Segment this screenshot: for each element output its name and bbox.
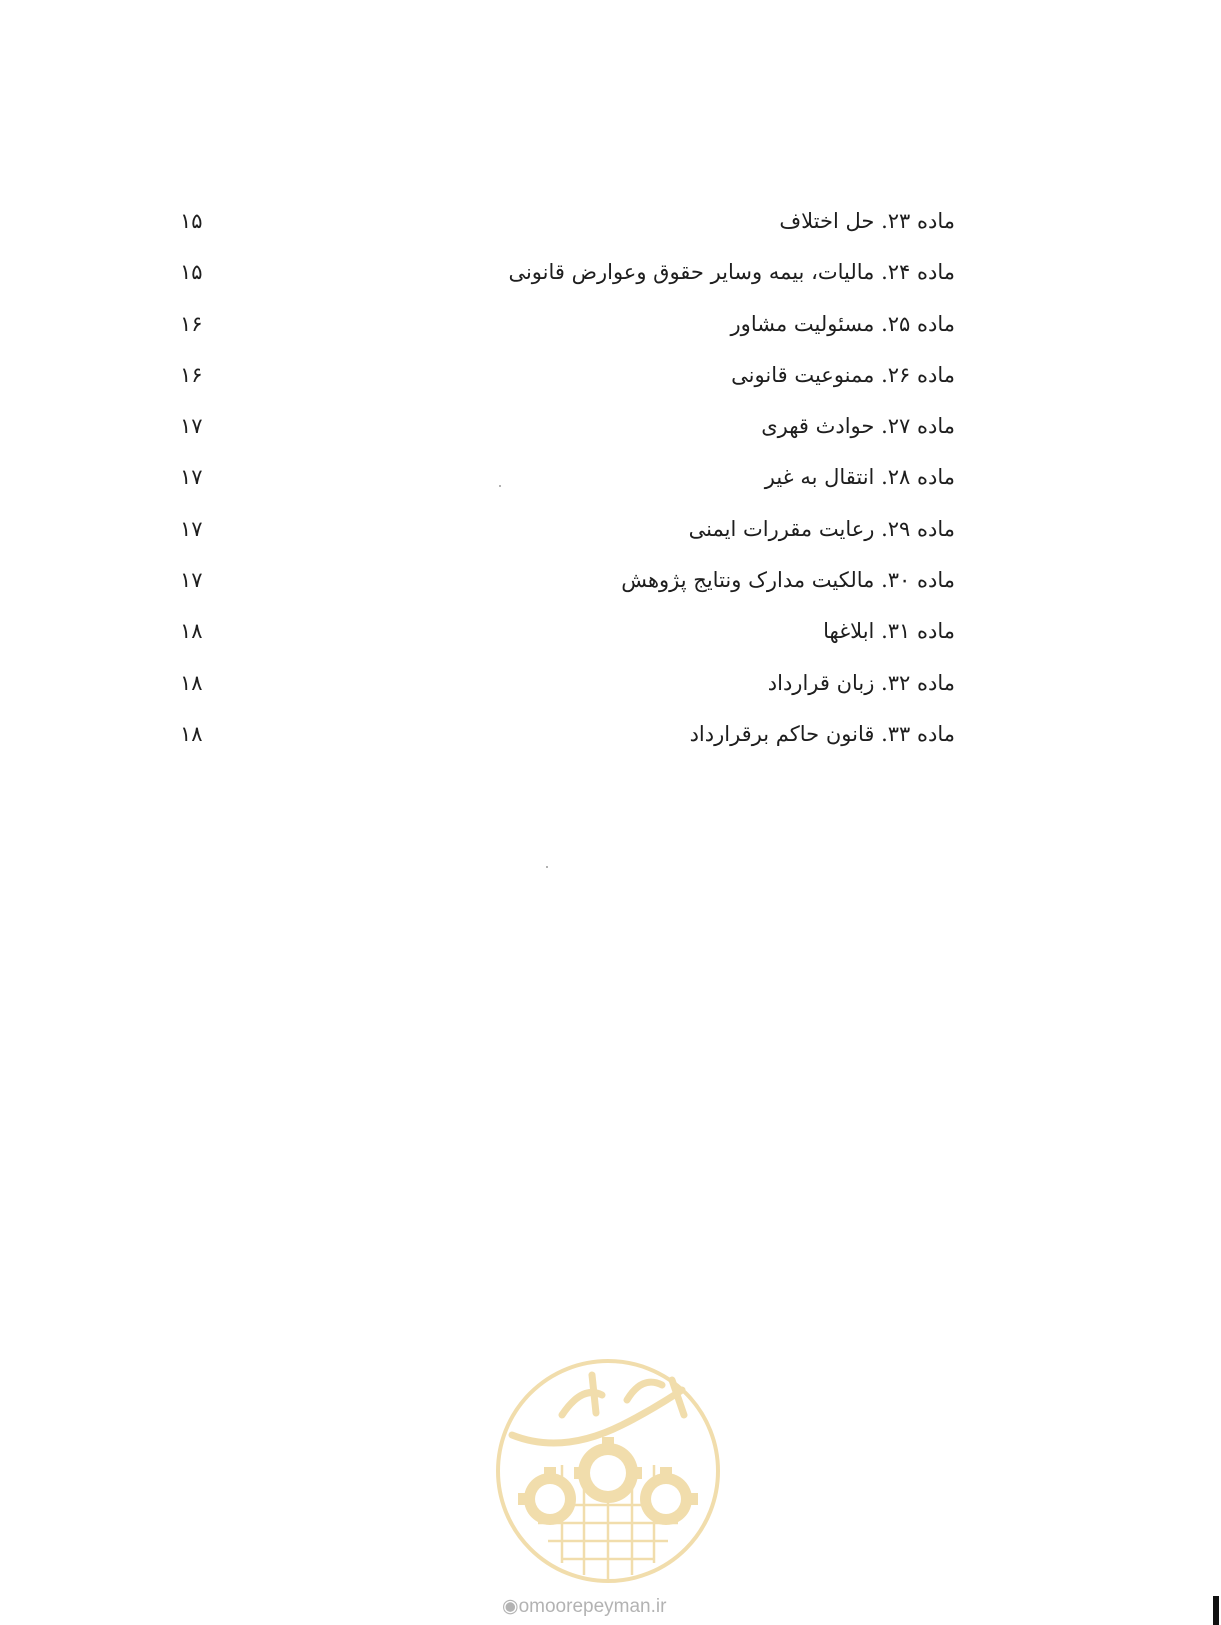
toc-page-number: ۱۸: [180, 670, 203, 695]
toc-page-number: ۱۵: [180, 260, 203, 285]
toc-title: ماده ۳۳. قانون حاکم برقرارداد: [689, 721, 955, 746]
toc-row: [180, 410, 955, 461]
toc-row: [180, 359, 955, 410]
toc-page-number: ۱۷: [180, 516, 203, 541]
toc-title: ماده ۳۲. زبان قرارداد: [767, 670, 955, 695]
toc-row: [180, 256, 955, 307]
toc-title: ماده ۲۸. انتقال به غیر: [764, 465, 955, 490]
toc-title: ماده ۳۱. ابلاغها: [823, 619, 955, 644]
scan-speck: [546, 866, 548, 868]
watermark-site-label: omoorepeyman.ir: [518, 1596, 667, 1617]
scan-edge-mark: [1213, 1596, 1219, 1625]
toc-row: [180, 564, 955, 615]
toc-row: [180, 308, 955, 359]
toc-page-number: ۱۷: [180, 414, 203, 439]
watermark-emblem-icon: [492, 1355, 724, 1587]
toc-row: [180, 461, 955, 512]
globe-icon: ◉: [502, 1596, 519, 1617]
toc-title: ماده ۲۴. مالیات، بیمه وسایر حقوق وعوارض قانونی: [508, 260, 955, 285]
watermark-site: [502, 1595, 666, 1618]
toc-page-number: ۱۸: [180, 721, 203, 746]
toc-title: ماده ۲۹. رعایت مقررات ایمنی: [688, 516, 955, 541]
toc-row: [180, 667, 955, 718]
toc-row: [180, 205, 955, 256]
toc-page-number: ۱۷: [180, 568, 203, 593]
toc-page-number: ۱۵: [180, 209, 203, 233]
toc-page-number: ۱۸: [180, 619, 203, 644]
toc-page-number: ۱۶: [180, 362, 203, 387]
toc-title: ماده ۳۰. مالکیت مدارک ونتایج پژوهش: [621, 568, 955, 593]
toc-page-number: ۱۶: [180, 311, 203, 336]
toc-page-number: ۱۷: [180, 465, 203, 490]
toc-title: ماده ۲۷. حوادث قهری: [761, 414, 955, 439]
toc-row: [180, 615, 955, 666]
toc-row: [180, 718, 955, 769]
toc-title: ماده ۲۵. مسئولیت مشاور: [730, 311, 955, 336]
toc-row: [180, 513, 955, 564]
toc-title: ماده ۲۳. حل اختلاف: [779, 209, 955, 233]
table-of-contents: [180, 205, 955, 769]
toc-title: ماده ۲۶. ممنوعیت قانونی: [731, 362, 955, 387]
scan-speck: [499, 485, 501, 487]
watermark-logo: [492, 1355, 724, 1587]
